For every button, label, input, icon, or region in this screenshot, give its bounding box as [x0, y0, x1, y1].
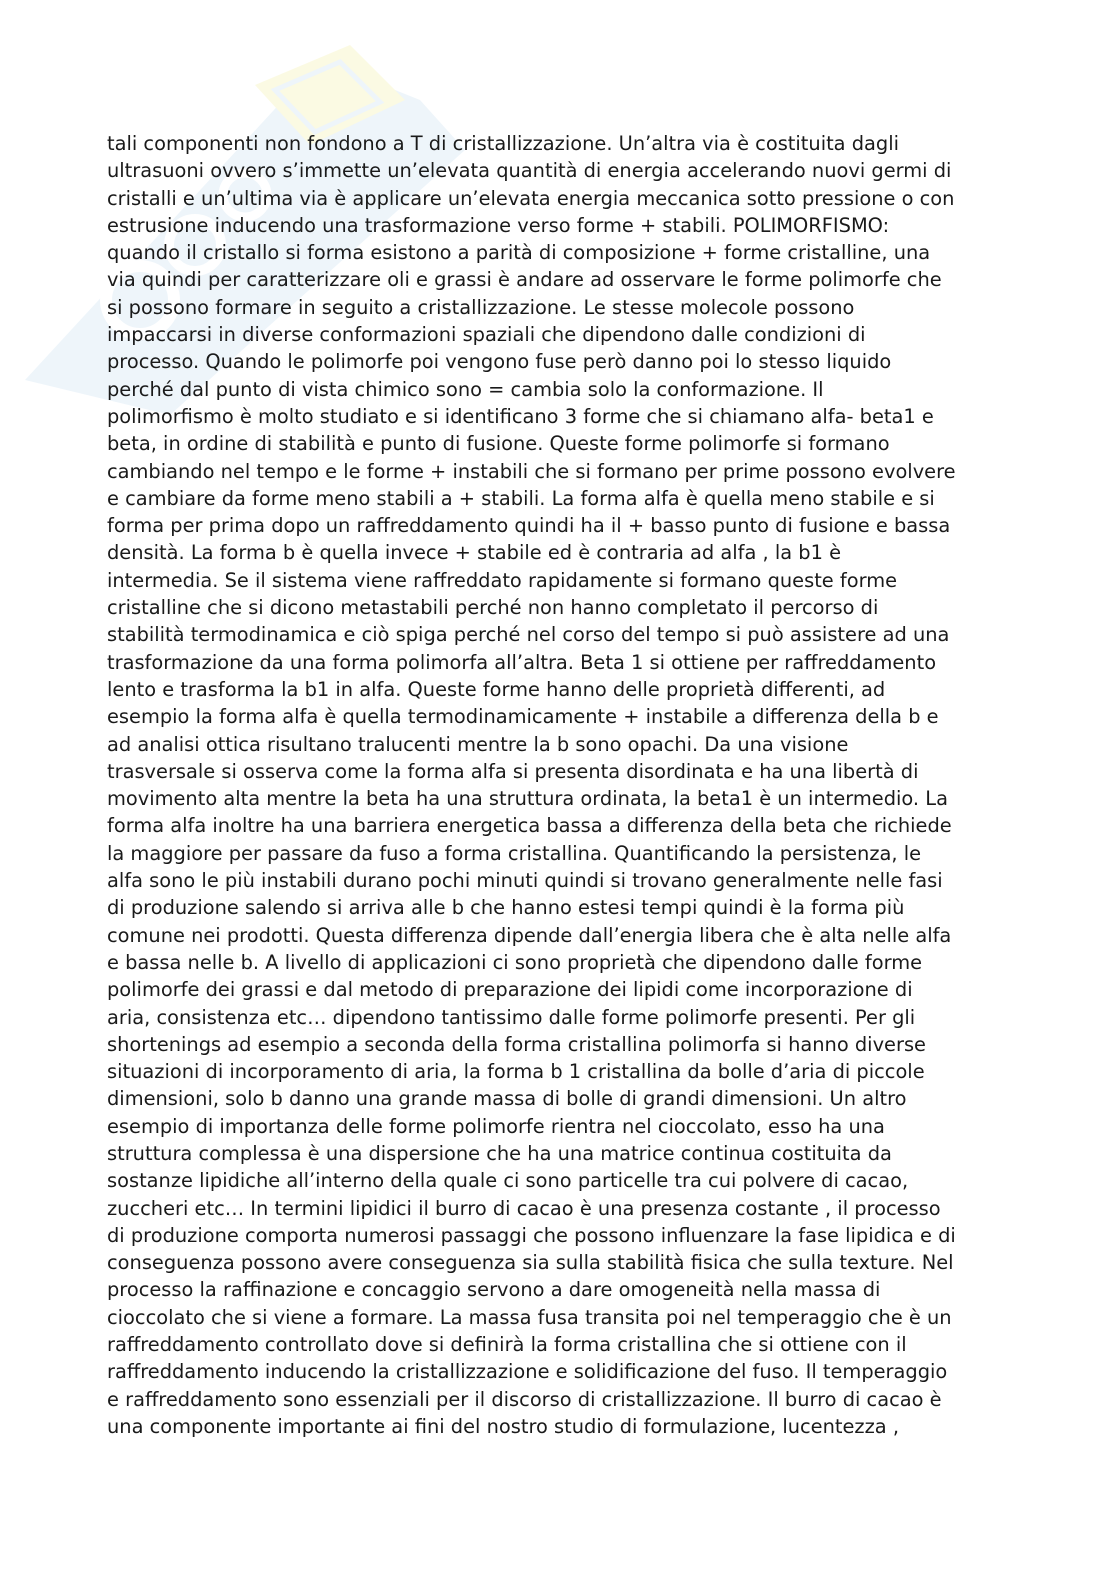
text-line: una componente importante ai fini del nostro studio di formulazione, lucentezza ,: [107, 1414, 899, 1438]
text-line: movimento alta mentre la beta ha una struttura ordinata, la beta1 è un intermedio. La: [107, 787, 948, 811]
text-line: di produzione comporta numerosi passaggi che possono influenzare la fase lipidica e di: [107, 1223, 956, 1247]
text-line: e raffreddamento sono essenziali per il discorso di cristallizzazione. Il burro di cacao è: [107, 1387, 942, 1411]
text-line: processo. Quando le polimorfe poi vengono fuse però danno poi lo stesso liquido: [107, 350, 892, 374]
text-line: trasformazione da una forma polimorfa all’altra. Beta 1 si ottiene per raffreddamento: [107, 650, 937, 674]
text-line: alfa sono le più instabili durano pochi minuti quindi si trovano generalmente nelle fasi: [107, 869, 943, 893]
text-line: raffreddamento controllato dove si definirà la forma cristallina che si ottiene con il: [107, 1333, 907, 1357]
text-line: beta, in ordine di stabilità e punto di fusione. Queste forme polimorfe si formano: [107, 432, 890, 456]
text-line: e cambiare da forme meno stabili a + stabili. La forma alfa è quella meno stabile e si: [107, 486, 935, 510]
text-line: cristalli e un’ultima via è applicare un’elevata energia meccanica sotto pressione o con: [107, 186, 955, 210]
text-line: impaccarsi in diverse conformazioni spaziali che dipendono dalle condizioni di: [107, 323, 866, 347]
text-line: e bassa nelle b. A livello di applicazioni ci sono proprietà che dipendono dalle forme: [107, 950, 923, 974]
text-line: dimensioni, solo b danno una grande massa di bolle di grandi dimensioni. Un altro: [107, 1087, 907, 1111]
text-line: densità. La forma b è quella invece + stabile ed è contraria ad alfa , la b1 è: [107, 541, 842, 565]
text-line: perché dal punto di vista chimico sono = cambia solo la conformazione. Il: [107, 377, 824, 401]
text-line: esempio la forma alfa è quella termodinamicamente + instabile a differenza della b e: [107, 705, 939, 729]
text-line: ad analisi ottica risultano tralucenti mentre la b sono opachi. Da una visione: [107, 732, 849, 756]
text-line: processo la raffinazione e concaggio servono a dare omogeneità nella massa di: [107, 1278, 881, 1302]
text-line: polimorfe dei grassi e dal metodo di preparazione dei lipidi come incorporazione di: [107, 978, 913, 1002]
text-line: raffreddamento inducendo la cristallizzazione e solidificazione del fuso. Il temperaggio: [107, 1360, 948, 1384]
text-line: si possono formare in seguito a cristallizzazione. Le stesse molecole possono: [107, 295, 855, 319]
text-line: cristalline che si dicono metastabili perché non hanno completato il percorso di: [107, 596, 879, 620]
text-line: cioccolato che si viene a formare. La massa fusa transita poi nel temperaggio che è un: [107, 1305, 952, 1329]
text-line: shortenings ad esempio a seconda della forma cristallina polimorfa si hanno diverse: [107, 1032, 926, 1056]
text-line: la maggiore per passare da fuso a forma cristallina. Quantificando la persistenza, le: [107, 841, 922, 865]
body-text: [107, 130, 1012, 1440]
text-line: estrusione inducendo una trasformazione verso forme + stabili. POLIMORFISMO:: [107, 213, 890, 237]
text-line: intermedia. Se il sistema viene raffreddato rapidamente si formano queste forme: [107, 568, 898, 592]
text-line: forma alfa inoltre ha una barriera energetica bassa a differenza della beta che richiede: [107, 814, 952, 838]
text-line: di produzione salendo si arriva alle b che hanno estesi tempi quindi è la forma più: [107, 896, 905, 920]
text-line: stabilità termodinamica e ciò spiga perché nel corso del tempo si può assistere ad una: [107, 623, 950, 647]
text-line: via quindi per caratterizzare oli e grassi è andare ad osservare le forme polimorfe che: [107, 268, 942, 292]
text-line: lento e trasforma la b1 in alfa. Queste forme hanno delle proprietà differenti, ad: [107, 677, 886, 701]
text-line: tali componenti non fondono a T di cristallizzazione. Un’altra via è costituita dagli: [107, 132, 900, 155]
text-line: quando il cristallo si forma esistono a parità di composizione + forme cristalline, una: [107, 241, 931, 265]
text-line: ultrasuoni ovvero s’immette un’elevata quantità di energia accelerando nuovi germi di: [107, 159, 952, 183]
text-line: esempio di importanza delle forme polimorfe rientra nel cioccolato, esso ha una: [107, 1114, 885, 1138]
text-line: trasversale si osserva come la forma alfa si presenta disordinata e ha una libertà di: [107, 759, 919, 783]
text-line: forma per prima dopo un raffreddamento quindi ha il + basso punto di fusione e bassa: [107, 514, 951, 538]
text-line: zuccheri etc… In termini lipidici il burro di cacao è una presenza costante , il processo: [107, 1196, 941, 1220]
text-line: polimorfismo è molto studiato e si identificano 3 forme che si chiamano alfa- beta1 e: [107, 404, 934, 428]
text-line: sostanze lipidiche all’interno della quale ci sono particelle tra cui polvere di cacao,: [107, 1169, 909, 1193]
text-line: aria, consistenza etc… dipendono tantissimo dalle forme polimorfe presenti. Per gli: [107, 1005, 916, 1029]
text-line: struttura complessa è una dispersione che ha una matrice continua costituita da: [107, 1141, 892, 1165]
text-line: conseguenza possono avere conseguenza sia sulla stabilità fisica che sulla texture. Nel: [107, 1251, 954, 1275]
text-line: cambiando nel tempo e le forme + instabili che si formano per prime possono evolvere: [107, 459, 956, 483]
text-line: comune nei prodotti. Questa differenza dipende dall’energia libera che è alta nelle alfa: [107, 923, 952, 947]
text-line: situazioni di incorporamento di aria, la forma b 1 cristallina da bolle d’aria di piccole: [107, 1060, 925, 1084]
